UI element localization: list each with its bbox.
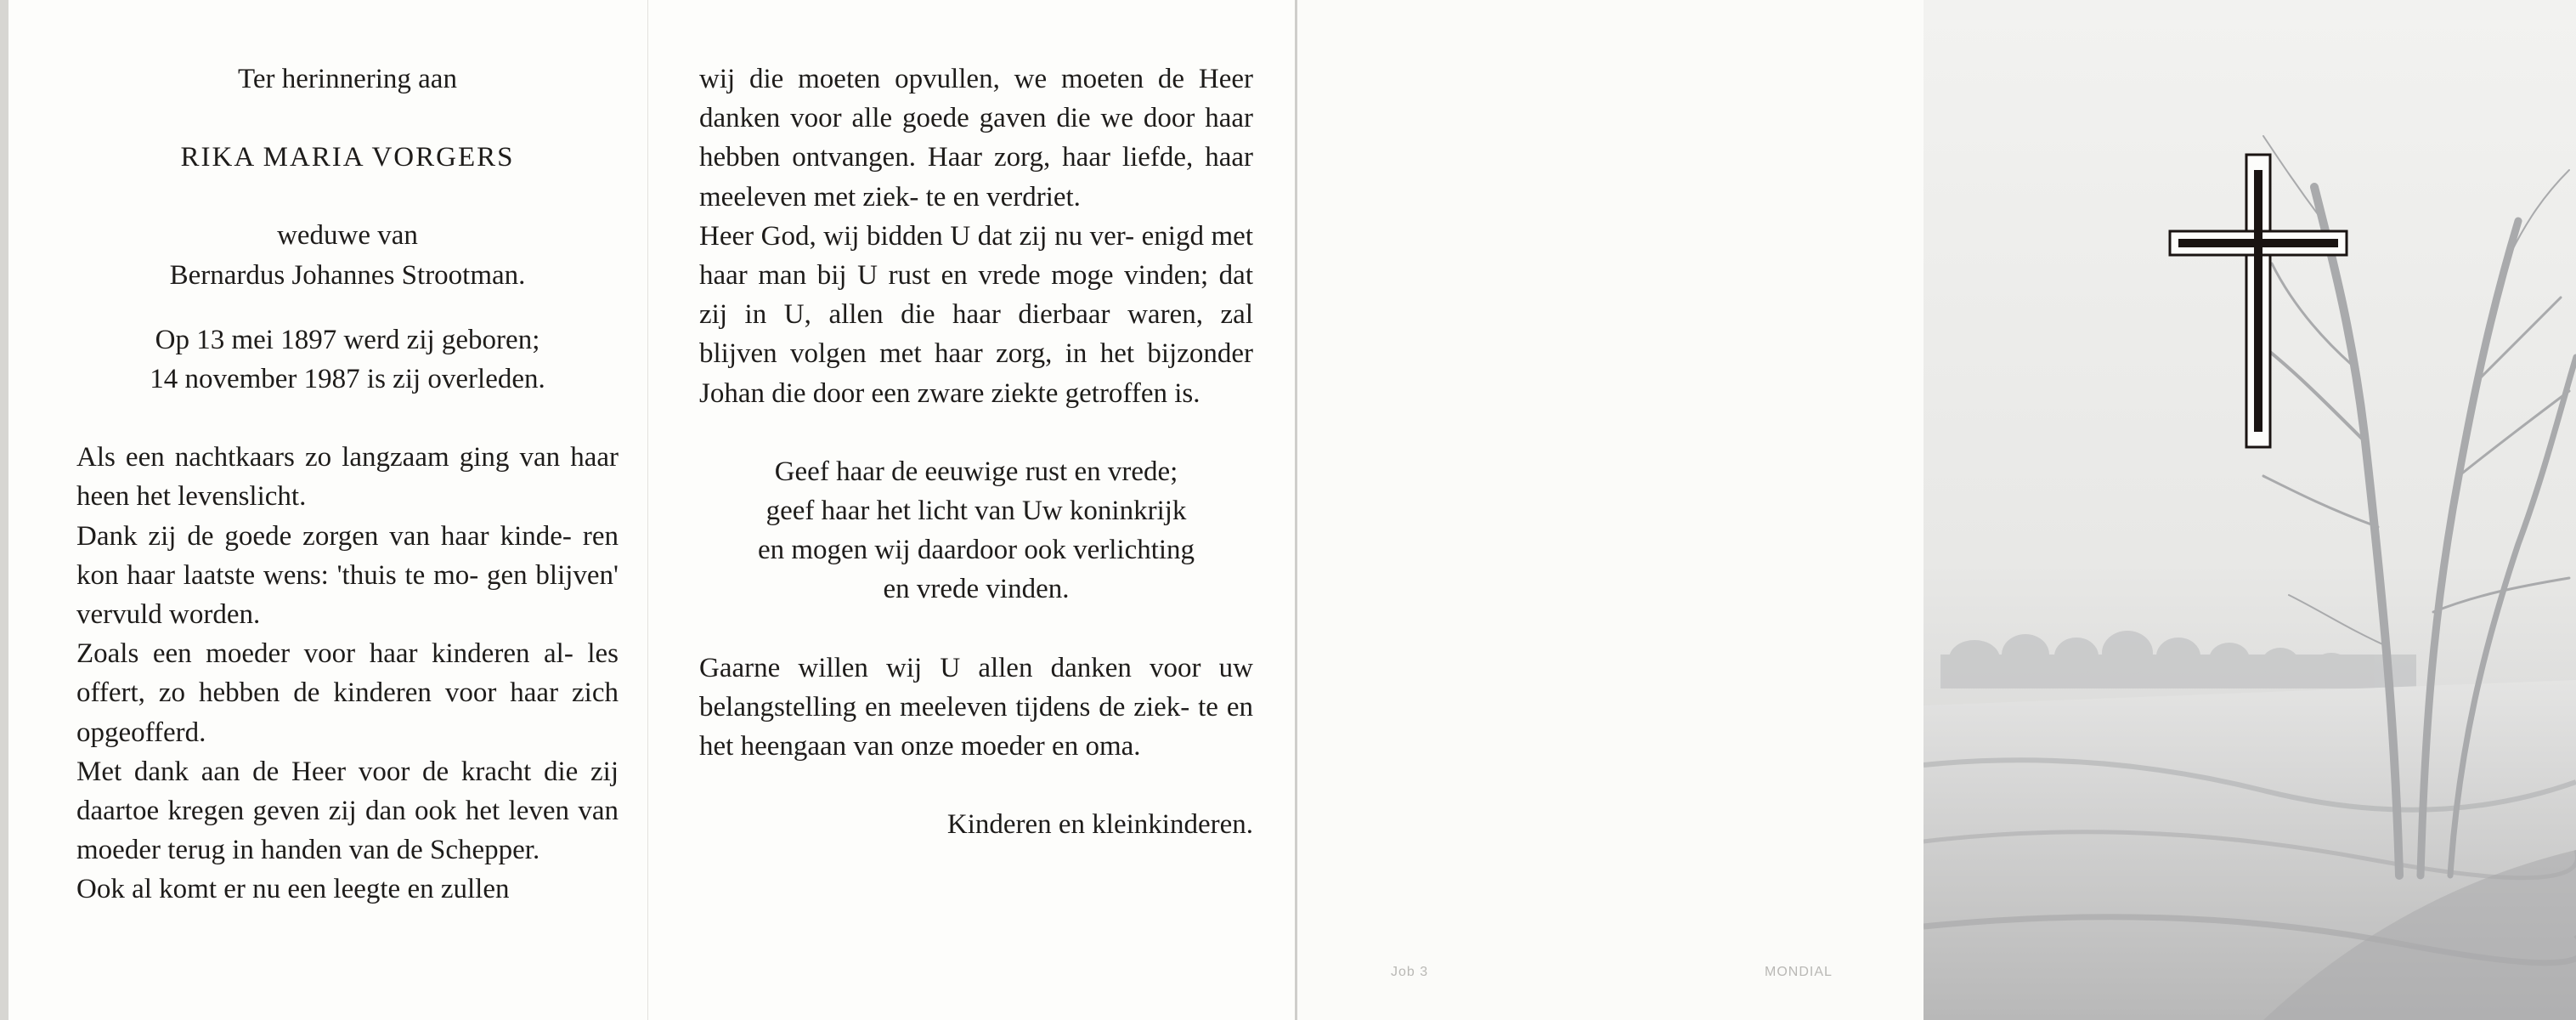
middle-text-column xyxy=(699,60,1253,844)
left-page xyxy=(0,0,647,1020)
deceased-name: RIKA MARIA VORGERS xyxy=(180,142,515,173)
paragraph-thanks-all: Gaarne willen wij U allen danken voor uw belangstelling en meeleven tijdens de ziek- te en het heengaan van onze moeder en oma. xyxy=(699,652,1253,762)
signature-text: Kinderen en kleinkinderen. xyxy=(946,809,1253,841)
paragraph-care: Dank zij de goede zorgen van haar kinde- ren kon haar laatste wens: 'thuis te mo- gen blijven' vervuld worden. xyxy=(76,520,619,631)
paragraph-mother: Zoals een moeder voor haar kinderen al- les offert, zo hebben de kinderen voor haar zich opgeofferd. xyxy=(76,638,619,748)
cover-photo-page xyxy=(1924,0,2576,1020)
widow-of-text: weduwe van xyxy=(277,220,418,252)
prayer-line-1: Geef haar de eeuwige rust en vrede; xyxy=(774,456,1178,487)
winter-landscape-photo xyxy=(1924,0,2576,1020)
birth-date-text: Op 13 mei 1897 werd zij geboren; xyxy=(155,324,540,355)
intro-text: Ter herinnering aan xyxy=(238,64,457,94)
prayer-line-2: geef haar het licht van Uw koninkrijk xyxy=(765,496,1187,527)
paragraph-emptiness: Ook al komt er nu een leegte en zullen xyxy=(76,874,510,905)
footer-reference: Job 3 xyxy=(1391,965,1429,979)
paragraph-gifts: wij die moeten opvullen, we moeten de Heer danken voor alle goede gaven die we door haar hebben ontvangen. Haar zorg, haar liefde, haar meeleven met ziek- te en verdriet. xyxy=(699,64,1253,212)
middle-page xyxy=(647,0,1295,1020)
paragraph-nightcandle: Als een nachtkaars zo langzaam ging van haar heen het levenslicht. xyxy=(76,442,619,513)
prayer-line-4: en vrede vinden. xyxy=(883,574,1070,605)
left-text-column xyxy=(76,60,619,910)
paragraph-thanks-lord: Met dank aan de Heer voor de kracht die zij daartoe kregen geven zij dan ook het leven van moeder terug in handen van de Schepper. xyxy=(76,756,619,866)
blank-page xyxy=(1295,0,1924,1020)
husband-name: Bernardus Johannes Strootman. xyxy=(169,259,526,291)
prayer-line-3: en mogen wij daardoor ook verlichting xyxy=(757,535,1195,566)
paragraph-prayer-god: Heer God, wij bidden U dat zij nu ver- enigd met haar man bij U rust en vrede moge vinden; dat zij in U, allen die haar dierbaar waren, zal blijven volgen met haar zorg, in het bijzonder Johan die door een zware ziekte getroffen is. xyxy=(699,220,1253,409)
death-date-text: 14 november 1987 is zij overleden. xyxy=(150,364,545,395)
footer-publisher: MONDIAL xyxy=(1765,965,1833,979)
